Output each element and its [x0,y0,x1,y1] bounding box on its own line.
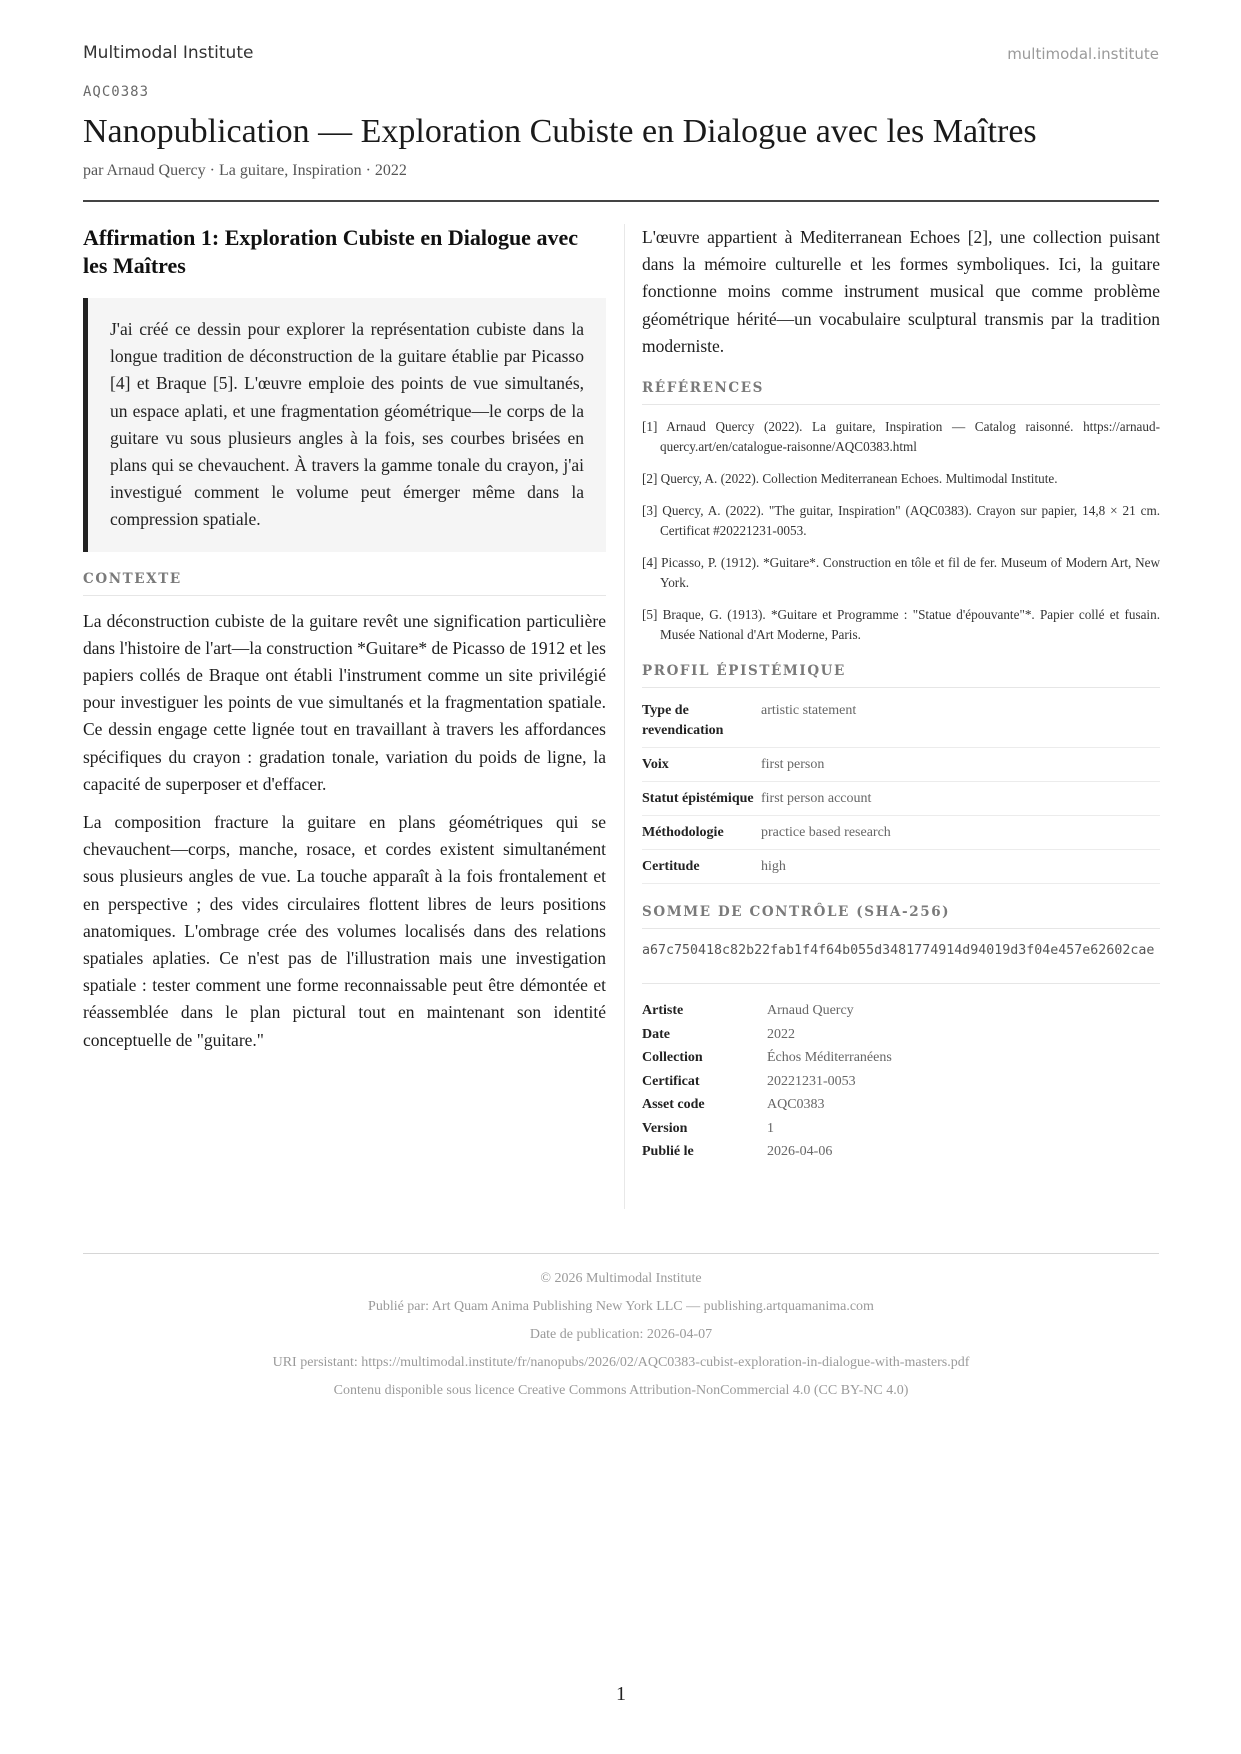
metadata-value: 20221231-0053 [767,1073,856,1089]
metadata-key: Version [642,1120,688,1136]
epistemic-value: first person [761,748,1160,782]
epistemic-row [642,694,1160,748]
metadata-key: Certificat [642,1073,700,1089]
epistemic-key: Type de revendication [642,694,761,748]
reference-item: [5] Braque, G. (1913). *Guitare et Programme : "Statue d'épouvante"*. Papier collé et fusain. Musée National d'Art Moderne, Paris. [642,607,1160,643]
epistemic-key: Voix [642,748,761,782]
page [83,0,1159,1754]
metadata-row [642,1141,1160,1165]
checksum-label: SOMME DE CONTRÔLE (SHA-256) [642,904,1160,929]
context-paragraph-3: L'œuvre appartient à Mediterranean Echoes [2], une collection puisant dans la mémoire culturelle et les formes symboliques. Ici, la guitare fonctionne moins comme instrument musical que comme problème géométrique hérité—un vocabulaire sculptural transmis par la tradition moderniste. [642,227,1160,356]
reference-item: [2] Quercy, A. (2022). Collection Mediterranean Echoes. Multimodal Institute. [642,471,1058,487]
metadata-key: Artiste [642,1003,684,1019]
page-number: 1 [616,1683,626,1705]
context-paragraph-2: La composition fracture la guitare en plans géométriques qui se chevauchent—corps, manche, rosace, et cordes existent simultanément sous plusieurs angles de vue. La touche apparaît à la fois frontalement et en perspective ; des vides circulaires flottent libres de leurs positions anatomiques. L'ombrage crée des volumes localisés dans des relations spatiales aplaties. Ce n'est pas de l'illustration mais une investigation spatiale : tester comment une forme reconnaissable peut être démontée et réassemblée dans le plan pictural tout en maintenant son identité conceptuelle de "guitare." [83,812,606,1050]
checksum-value: a67c750418c82b22fab1f4f64b055d3481774914d94019d3f04e457e62602cae [642,941,1160,984]
references-label: RÉFÉRENCES [642,380,1160,405]
epistemic-value: first person account [761,782,1160,816]
site-domain: multimodal.institute [1007,45,1159,63]
claim-quote: J'ai créé ce dessin pour explorer la représentation cubiste dans la longue tradition de déconstruction de la guitare établie par Picasso [4] et Braque [5]. L'œuvre emploie des points de vue simultanés, un espace aplati, et une fragmentation géométrique—le corps de la guitare vu sous plusieurs angles à la fois, ses courbes brisées en plans qui se chevauchent. À travers la gamme tonale du crayon, j'ai investigué comment le volume peut émerger même dans la compression spatiale. [83,298,606,552]
right-column [624,224,1160,1209]
metadata-value: AQC0383 [767,1097,825,1113]
epistemic-key: Statut épistémique [642,782,761,816]
metadata-value: 1 [767,1120,774,1136]
metadata-table [642,1000,1160,1165]
epistemic-profile-label: PROFIL ÉPISTÉMIQUE [642,663,1160,688]
footer-license: Contenu disponible sous licence Creative Commons Attribution-NonCommercial 4.0 (CC BY-NC 4.0) [333,1383,909,1398]
footer-publisher: Publié par: Art Quam Anima Publishing New York LLC — publishing.artquamanima.com [368,1299,874,1314]
reference-item: [4] Picasso, P. (1912). *Guitare*. Construction en tôle et fil de fer. Museum of Modern Art, New York. [642,555,1160,591]
metadata-row [642,1000,1160,1024]
left-column [83,224,606,1054]
metadata-value: Arnaud Quercy [767,1003,854,1019]
claim-heading: Affirmation 1: Exploration Cubiste en Dialogue avec les Maîtres [83,225,578,278]
reference-item: [3] Quercy, A. (2022). "The guitar, Inspiration" (AQC0383). Crayon sur papier, 14,8 × 21 cm. Certificat #20221231-0053. [642,503,1160,539]
metadata-row [642,1071,1160,1095]
metadata-key: Collection [642,1050,703,1066]
context-label: CONTEXTE [83,571,606,596]
metadata-row [642,1024,1160,1048]
metadata-row [642,1118,1160,1142]
epistemic-value: artistic statement [761,694,1160,748]
epistemic-row [642,816,1160,850]
metadata-key: Date [642,1026,670,1042]
epistemic-profile-table [642,694,1160,884]
epistemic-row [642,850,1160,884]
footer-publication-date: Date de publication: 2026-04-07 [529,1327,713,1342]
epistemic-value: practice based research [761,816,1160,850]
footer [83,1253,1159,1401]
header-divider [83,200,1159,202]
metadata-value: Échos Méditerranéens [767,1050,892,1066]
byline: par Arnaud Quercy · La guitare, Inspiration · 2022 [83,162,407,179]
reference-item: [1] Arnaud Quercy (2022). La guitare, Inspiration — Catalog raisonné. https://arnaud-quercy.art/en/catalogue-raisonne/AQC0383.html [642,419,1160,455]
context-paragraph-1: La déconstruction cubiste de la guitare revêt une signification particulière dans l'histoire de l'art—la construction *Guitare* de Picasso de 1912 et les papiers collés de Braque ont établi l'instrument comme un site privilégié pour investiguer les points de vue simultanés et la fragmentation spatiale. Ce dessin engage cette lignée tout en travaillant à travers les affordances spécifiques du crayon : gradation tonale, variation du poids de ligne, la capacité de superposer et d'effacer. [83,610,606,794]
metadata-row [642,1047,1160,1071]
metadata-row [642,1094,1160,1118]
metadata-value: 2022 [767,1026,795,1042]
footer-persistent-uri: URI persistant: https://multimodal.institute/fr/nanopubs/2026/02/AQC0383-cubist-exploration-in-dialogue-with-masters.pdf [272,1355,970,1370]
page-title: Nanopublication — Exploration Cubiste en Dialogue avec les Maîtres [83,113,1037,150]
epistemic-value: high [761,850,1160,884]
asset-code: AQC0383 [83,84,150,100]
metadata-key: Publié le [642,1144,694,1160]
epistemic-row [642,782,1160,816]
brand-name: Multimodal Institute [83,43,254,63]
footer-copyright: © 2026 Multimodal Institute [540,1271,702,1286]
epistemic-key: Certitude [642,850,761,884]
metadata-key: Asset code [642,1097,705,1113]
references-list [642,417,1160,645]
top-bar [83,43,1159,69]
metadata-value: 2026-04-06 [767,1144,833,1160]
epistemic-row [642,748,1160,782]
epistemic-key: Méthodologie [642,816,761,850]
